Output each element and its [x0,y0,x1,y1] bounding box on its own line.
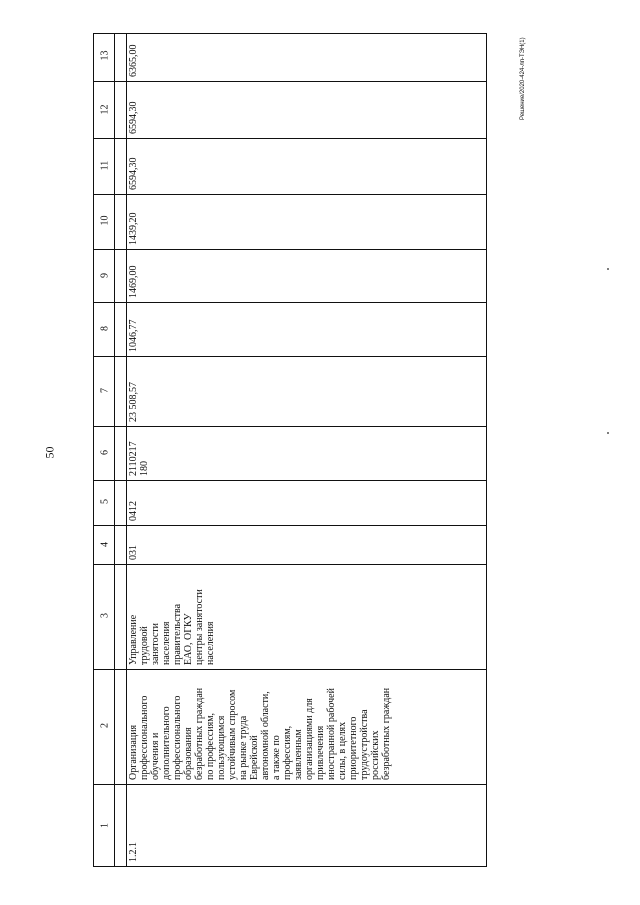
cell-6 [128,426,150,476]
row-line [94,302,486,303]
row-line [94,784,486,785]
header-3: 3 [99,613,111,618]
cell-7: 23 508,57 [128,382,139,422]
budget-table [93,33,487,867]
document-code: Решение/2020-424-лп-ТЭН(1) [520,37,526,120]
c2-line: приоритетного [348,716,359,780]
cell-4: 031 [128,545,139,560]
header-2: 2 [99,723,111,728]
scan-dot [607,432,609,434]
c2-line: безработных граждан [381,687,392,780]
c3-line: Управление [128,614,139,665]
c2-line: а также по [271,735,282,780]
c3-line: занятости [150,623,161,665]
c2-line: профессиям, [282,725,293,780]
c2-line: автономной области, [260,691,271,780]
c3-line: населения [161,621,172,665]
c2-line: заявленным [293,729,304,780]
row-line [94,356,486,357]
c2-line: по профессиям, [205,712,216,780]
c2-line: иностранной рабочей [326,688,337,780]
c2-line: обучения и [150,732,161,780]
c6-line: 2110217 [128,441,139,476]
c2-line: трудоустройства [359,709,370,780]
c3-line: ЕАО, ОГКУ [183,613,194,665]
c2-line: на рынке труда [238,715,249,780]
header-10: 10 [99,215,111,226]
row-line [94,480,486,481]
cell-9: 1469,00 [128,265,139,298]
header-8: 8 [99,326,111,331]
header-9: 9 [99,273,111,278]
c2-line: привлечения [315,725,326,780]
c2-line: устойчивым спросом [227,689,238,780]
header-13: 13 [99,50,111,61]
c2-line: дополнительного [161,706,172,780]
header-1: 1 [99,823,111,828]
c2-line: профессионального [139,695,150,780]
row-line [94,81,486,82]
c2-line: профессионального [172,695,183,780]
row-line [94,194,486,195]
header-7: 7 [99,388,111,393]
cell-8: 1046,77 [128,319,139,352]
cell-3 [128,567,216,665]
row-line [94,138,486,139]
header-12: 12 [99,104,111,115]
c2-line: силы, в целях [337,721,348,780]
c2-line: образования [183,727,194,780]
cell-10: 1439,20 [128,212,139,245]
cell-11: 6594,30 [128,157,139,190]
c2-line: организациями для [304,698,315,780]
header-6: 6 [99,450,111,455]
row-line [94,525,486,526]
c2-line: Еврейской [249,735,260,780]
row-line [94,426,486,427]
cell-13: 6365,00 [128,44,139,77]
row-line [94,564,486,565]
col-line [114,34,115,866]
c2-line: Организация [128,724,139,780]
cell-5: 0412 [128,501,139,521]
cell-2 [128,668,392,780]
scan-dot [607,268,609,270]
c2-line: российских [370,730,381,780]
c3-line: центры занятости [194,589,205,665]
c3-line: трудовой [139,626,150,665]
c2-line: пользующимся [216,715,227,780]
col-line [126,34,127,866]
c3-line: правительства [172,603,183,665]
header-5: 5 [99,499,111,504]
c2-line: безработных граждан [194,687,205,780]
page-number: 50 [42,446,57,459]
cell-12: 6594,30 [128,101,139,134]
cell-1: 1.2.1 [128,842,139,862]
c6-line: 180 [139,461,150,476]
header-4: 4 [99,542,111,547]
row-line [94,249,486,250]
header-11: 11 [99,160,111,171]
c3-line: населения [205,621,216,665]
